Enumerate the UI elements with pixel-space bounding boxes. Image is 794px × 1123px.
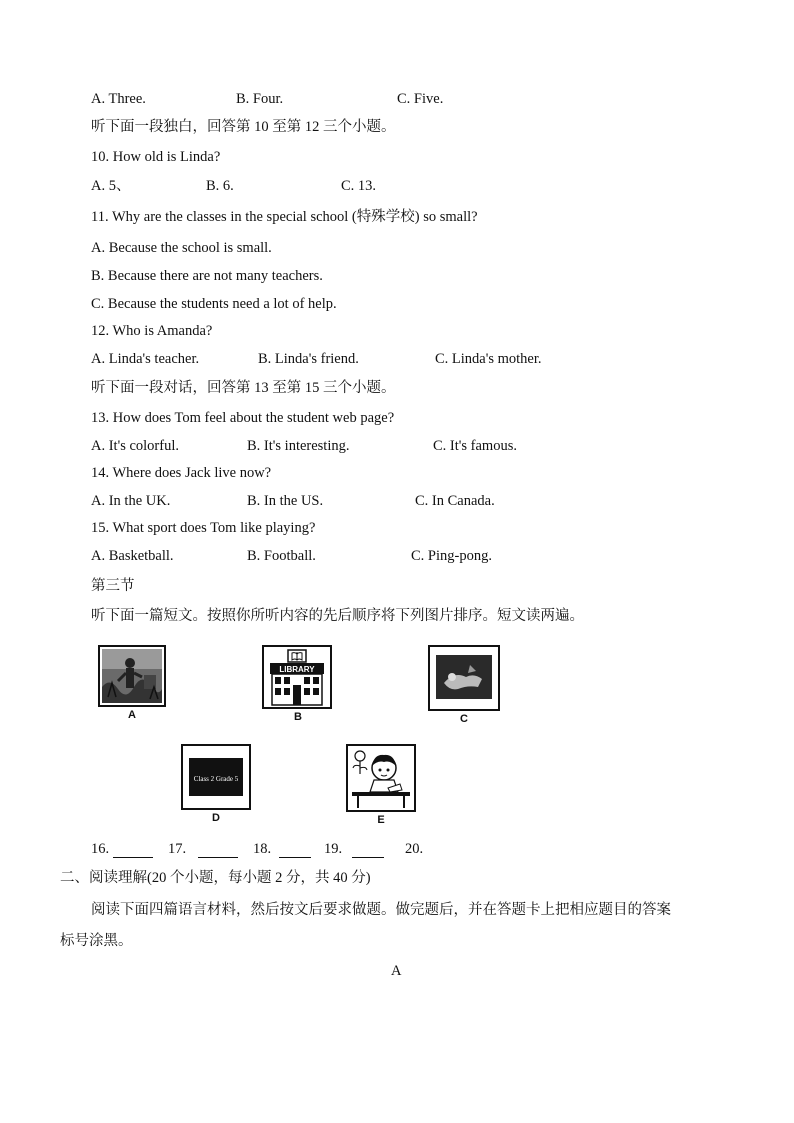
q12-question: 12. Who is Amanda?	[91, 323, 213, 339]
picture-d	[181, 744, 251, 810]
q13-option-a: A. It's colorful.	[91, 438, 179, 454]
q14-option-c: C. In Canada.	[415, 493, 495, 509]
answer-16-blank[interactable]	[113, 843, 153, 858]
blackboard-text: Class 2 Grade 5	[193, 775, 239, 783]
library-sign: LIBRARY	[279, 665, 315, 674]
q11-option-c: C. Because the students need a lot of help.	[91, 296, 337, 312]
q14-option-b: B. In the US.	[247, 493, 324, 509]
q11-option-b: B. Because there are not many teachers.	[91, 268, 323, 284]
picture-e-label: E	[377, 814, 385, 826]
blackboard-icon	[183, 746, 249, 808]
q10-option-b: B. 6.	[206, 178, 234, 194]
picture-e	[346, 744, 416, 812]
reading-instruction-line-1: 阅读下面四篇语言材料，然后按文后要求做题。做完题后，并在答题卡上把相应题目的答案	[91, 902, 671, 918]
reading-instruction-line-2: 标号涂黑。	[60, 933, 133, 949]
part3-title: 第三节	[91, 578, 135, 594]
passage-label: A	[391, 963, 402, 979]
picture-c-label: C	[460, 713, 468, 725]
picture-c	[428, 645, 500, 711]
q9-option-a: A. Three.	[91, 91, 146, 107]
q15-option-c: C. Ping-pong.	[411, 548, 492, 564]
picture-b	[262, 645, 332, 709]
answer-17-blank[interactable]	[198, 843, 238, 858]
q15-option-a: A. Basketball.	[91, 548, 174, 564]
outdoor-scene-icon	[100, 647, 164, 705]
q10-question: 10. How old is Linda?	[91, 149, 221, 165]
answer-18-blank[interactable]	[279, 843, 311, 858]
section-dialogue-instruction: 听下面一段对话，回答第 13 至第 15 三个小题。	[91, 380, 396, 396]
q12-option-b: B. Linda's friend.	[258, 351, 359, 367]
answer-19-blank[interactable]	[352, 843, 384, 858]
q15-question: 15. What sport does Tom like playing?	[91, 520, 316, 536]
q10-option-c: C. 13.	[341, 178, 377, 194]
picture-a-label: A	[128, 709, 136, 721]
q13-question: 13. How does Tom feel about the student web page?	[91, 410, 395, 426]
library-building-icon	[264, 647, 330, 707]
q11-question: 11. Why are the classes in the special school (特殊学校) so small?	[91, 209, 478, 225]
answer-20-number: 20.	[405, 841, 424, 857]
picture-a	[98, 645, 166, 707]
q11-option-a: A. Because the school is small.	[91, 240, 272, 256]
answer-16-number: 16.	[91, 841, 110, 857]
section-monologue-instruction: 听下面一段独白，回答第 10 至第 12 三个小题。	[91, 119, 396, 135]
q12-option-c: C. Linda's mother.	[435, 351, 542, 367]
q9-option-b: B. Four.	[236, 91, 284, 107]
answer-row	[91, 840, 423, 858]
girl-studying-icon	[348, 746, 414, 810]
q13-option-c: C. It's famous.	[433, 438, 517, 454]
night-scene-icon	[430, 647, 498, 709]
q15-option-b: B. Football.	[247, 548, 316, 564]
part3-instruction: 听下面一篇短文。按照你所听内容的先后顺序将下列图片排序。短文读两遍。	[91, 608, 584, 624]
q10-option-a: A. 5、	[91, 178, 131, 194]
answer-17-number: 17.	[168, 841, 187, 857]
answer-18-number: 18.	[253, 841, 272, 857]
reading-section-title: 二、阅读理解(20 个小题，每小题 2 分，共 40 分)	[60, 870, 371, 886]
q12-option-a: A. Linda's teacher.	[91, 351, 200, 367]
q14-option-a: A. In the UK.	[91, 493, 171, 509]
q14-question: 14. Where does Jack live now?	[91, 465, 272, 481]
picture-b-label: B	[294, 711, 302, 723]
q13-option-b: B. It's interesting.	[247, 438, 350, 454]
picture-d-label: D	[212, 812, 220, 824]
q9-option-c: C. Five.	[397, 91, 444, 107]
answer-19-number: 19.	[324, 841, 343, 857]
